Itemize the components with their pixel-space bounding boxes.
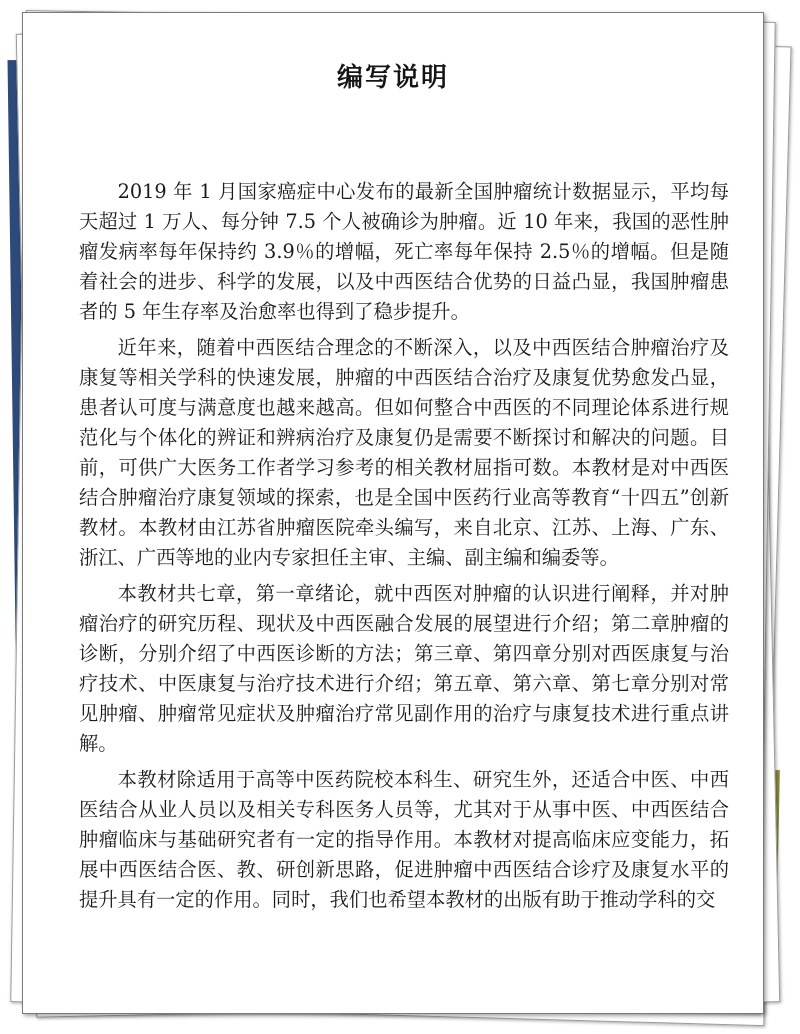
document-body <box>79 177 729 921</box>
paragraph-1: 2019 年 1 月国家癌症中心发布的最新全国肿瘤统计数据显示，平均每天超过 1 万人、每分钟 7.5 个人被确诊为肿瘤。近 10 年来，我国的恶性肿瘤发病率每年保持约 3.9％的增幅，死亡率每年保持 2.5％的增幅。但是随着社会的进步、科学的发展，以及中西医结合优势的日益凸显，我国肿瘤患者的 5 年生存率及治愈率也得到了稳步提升。 <box>79 180 729 323</box>
page-title: 编写说明 <box>336 63 449 93</box>
paragraph-4: 本教材除适用于高等中医药院校本科生、研究生外，还适合中医、中西医结合从业人员以及相关专科医务人员等，尤其对于从事中医、中西医结合肿瘤临床与基础研究者有一定的指导作用。本教材对提高临床应变能力，拓展中西医结合医、教、研创新思路，促进肿瘤中西医结合诊疗及康复水平的提升具有一定的作用。同时，我们也希望本教材的出版有助于推动学科的交 <box>79 768 729 911</box>
bottom-fade <box>23 943 763 1013</box>
document-page <box>22 12 764 1014</box>
paragraph-2: 近年来，随着中西医结合理念的不断深入，以及中西医结合肿瘤治疗及康复等相关学科的快速发展，肿瘤的中西医结合治疗及康复优势愈发凸显，患者认可度与满意度也越来越高。但如何整合中西医的不同理论体系进行规范化与个体化的辨证和辨病治疗及康复仍是需要不断探讨和解决的问题。目前，可供广大医务工作者学习参考的相关教材屈指可数。本教材是对中西医结合肿瘤治疗康复领域的探索，也是全国中医药行业高等教育“十四五”创新教材。本教材由江苏省肿瘤医院牵头编写，来自北京、江苏、上海、广东、浙江、广西等地的业内专家担任主审、主编、副主编和编委等。 <box>79 336 729 569</box>
paragraph-3: 本教材共七章，第一章绪论，就中西医对肿瘤的认识进行阐释，并对肿瘤治疗的研究历程、现状及中西医融合发展的展望进行介绍；第二章肿瘤的诊断，分别介绍了中西医诊断的方法；第三章、第四章分别对西医康复与治疗技术、中医康复与治疗技术进行介绍；第五章、第六章、第七章分别对常见肿瘤、肿瘤常见症状及肿瘤治疗常见副作用的治疗与康复技术进行重点讲解。 <box>79 582 729 755</box>
